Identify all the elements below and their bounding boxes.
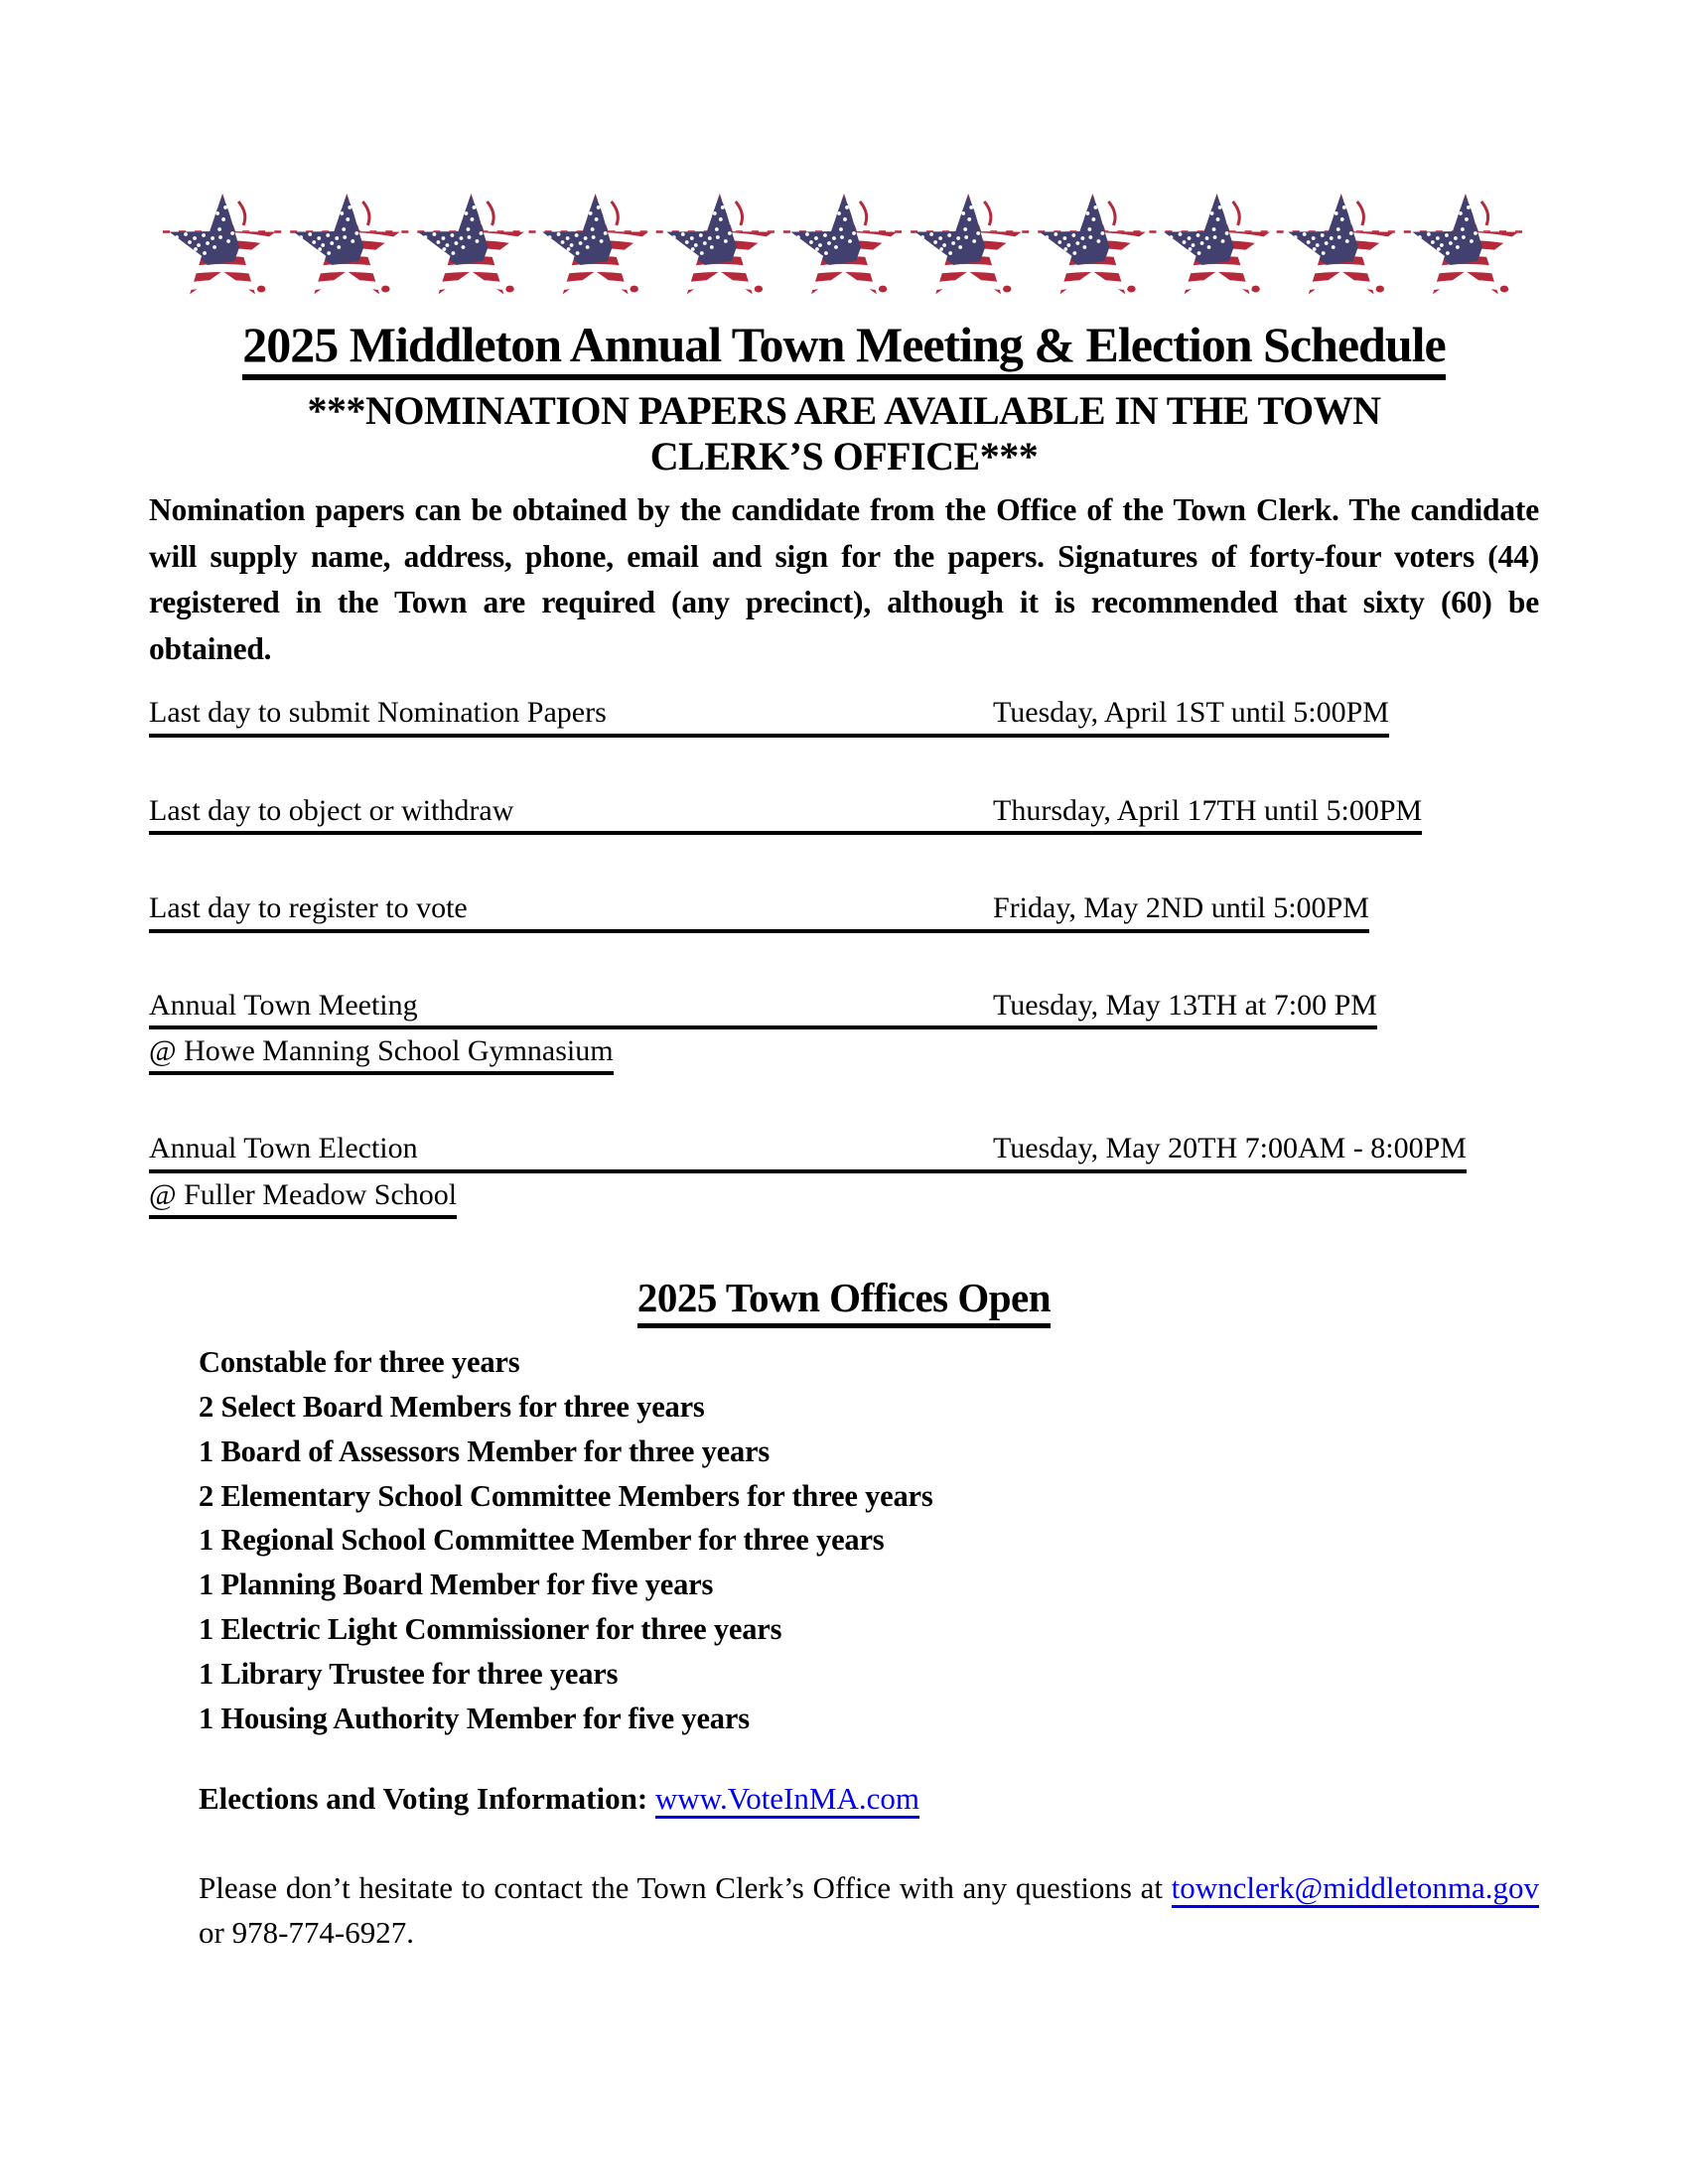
flag-star-icon	[660, 186, 779, 305]
schedule-list	[149, 694, 1539, 1219]
flag-star-icon	[784, 186, 904, 305]
flag-star-icon	[287, 186, 406, 305]
flag-star-icon	[1406, 186, 1525, 305]
notice-line-1: ***NOMINATION PAPERS ARE AVAILABLE IN THE TOWN	[307, 388, 1381, 433]
contact-paragraph	[199, 1866, 1539, 1956]
nomination-instructions: Nomination papers can be obtained by the candidate from the Office of the Town Clerk. The candidate will supply name, address, phone, email and sign for the papers. Signatures of forty-four voters (44) registered in the Town are required (any precinct), although it is recommended that sixty (60) be obtained.	[149, 492, 1539, 666]
flag-star-icon	[536, 186, 655, 305]
schedule-item-label: Last day to register to vote	[149, 891, 468, 925]
office-item: 2 Select Board Members for three years	[199, 1390, 705, 1424]
page-title: 2025 Middleton Annual Town Meeting & Election Schedule	[242, 318, 1445, 380]
schedule-item-date: Tuesday, May 20TH 7:00AM - 8:00PM	[993, 1132, 1467, 1165]
contact-text-after: or 978-774-6927.	[199, 1914, 414, 1950]
flag-star-icon	[1157, 186, 1276, 305]
office-item: 1 Library Trustee for three years	[199, 1656, 619, 1691]
office-item: 2 Elementary School Committee Members for three years	[199, 1478, 933, 1513]
schedule-item-location: @ Howe Manning School Gymnasium	[149, 1032, 614, 1075]
flag-star-icon	[909, 186, 1028, 305]
notice-line-2: CLERK’S OFFICE***	[649, 434, 1039, 478]
schedule-item-label: Annual Town Election	[149, 1132, 418, 1165]
offices-heading: 2025 Town Offices Open	[637, 1274, 1051, 1328]
schedule-item-date: Tuesday, April 1ST until 5:00PM	[993, 696, 1389, 730]
nomination-papers-notice	[149, 388, 1539, 479]
contact-text-before: Please don’t hesitate to contact the Town Clerk’s Office with any questions at	[199, 1869, 1172, 1905]
office-item: 1 Housing Authority Member for five years	[199, 1701, 750, 1735]
schedule-item-date: Friday, May 2ND until 5:00PM	[993, 891, 1369, 925]
schedule-item-date: Tuesday, May 13TH at 7:00 PM	[993, 988, 1377, 1022]
schedule-row	[149, 792, 1539, 835]
schedule-row	[149, 889, 1539, 932]
flag-star-icon	[411, 186, 530, 305]
flag-star-icon	[163, 186, 282, 305]
offices-list	[199, 1340, 1539, 1740]
flag-star-icon	[1033, 186, 1152, 305]
schedule-item-label: Last day to object or withdraw	[149, 793, 514, 827]
office-item: 1 Board of Assessors Member for three years	[199, 1433, 771, 1468]
office-item: 1 Electric Light Commissioner for three years	[199, 1612, 782, 1647]
office-item: Constable for three years	[199, 1345, 520, 1380]
voting-info-label: Elections and Voting Information:	[199, 1780, 648, 1816]
townclerk-email-link[interactable]: townclerk@middletonma.gov	[1172, 1870, 1539, 1908]
schedule-row	[149, 987, 1539, 1076]
schedule-item-date: Thursday, April 17TH until 5:00PM	[993, 793, 1423, 827]
schedule-row	[149, 1130, 1539, 1219]
office-item: 1 Planning Board Member for five years	[199, 1568, 714, 1602]
schedule-item-label: Annual Town Meeting	[149, 988, 418, 1022]
flag-star-icon	[1282, 186, 1401, 305]
voting-info	[199, 1781, 1539, 1817]
flag-stars-svg	[163, 185, 1525, 306]
schedule-row	[149, 694, 1539, 737]
schedule-item-location: @ Fuller Meadow School	[149, 1176, 457, 1219]
voteinma-link[interactable]: www.VoteInMA.com	[655, 1781, 919, 1819]
office-item: 1 Regional School Committee Member for three years	[199, 1523, 885, 1558]
flag-stars-banner	[149, 185, 1539, 308]
schedule-item-label: Last day to submit Nomination Papers	[149, 696, 607, 730]
